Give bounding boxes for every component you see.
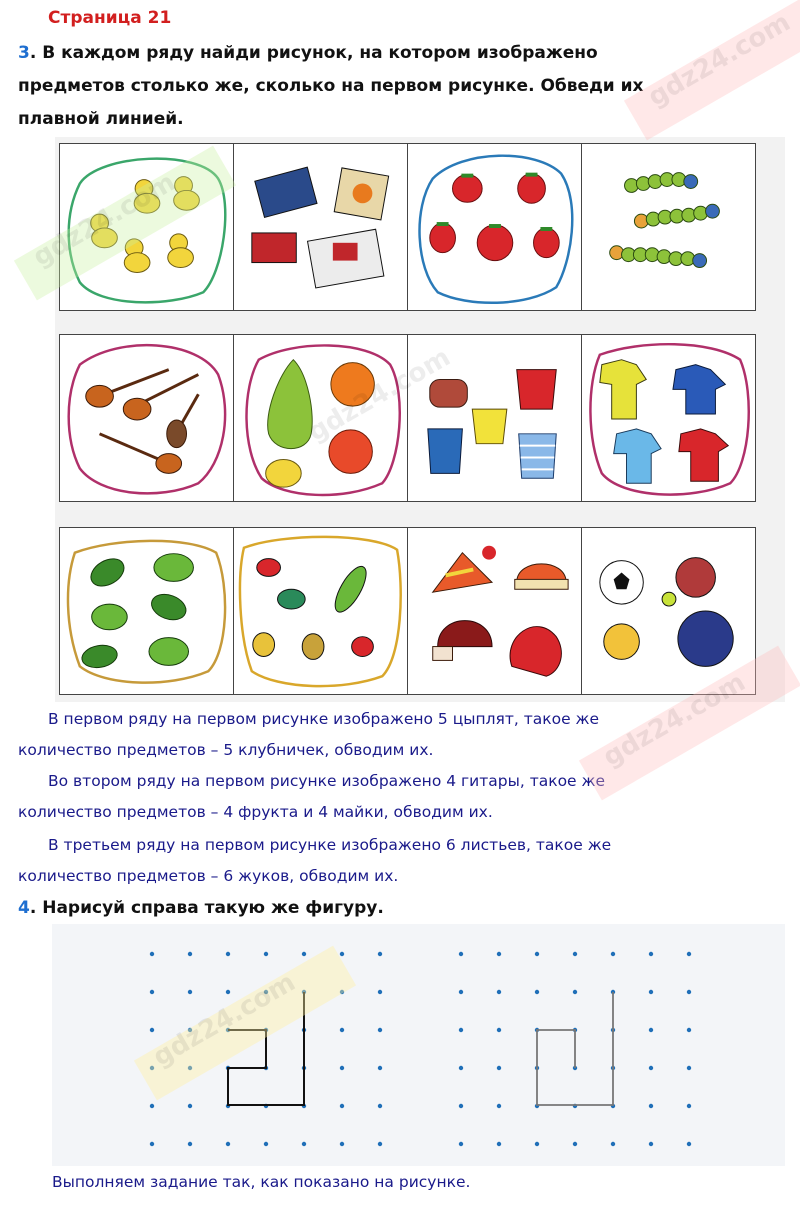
grid-dot [649,952,653,956]
grid-dot [687,952,691,956]
grid-dot [535,952,539,956]
answer-3-line-2: количество предметов – 6 жуков, обводим их. [18,867,399,885]
task-3-number: 3 [18,43,30,63]
task-4-instruction [18,892,384,925]
grid-dot [497,990,501,994]
grid-dot [687,1028,691,1032]
picture-balls[interactable] [581,527,756,695]
picture-fruits[interactable] [233,334,408,502]
picture-cups[interactable] [407,334,582,502]
watermark: gdz24.com [598,667,751,773]
grid-dot [188,1142,192,1146]
grid-dot [340,1028,344,1032]
picture-strawberries[interactable] [407,143,582,311]
answer-2-line-1: Во втором ряду на первом рисунке изображено 4 гитары, такое же [48,772,606,790]
answer-3-line-1: В третьем ряду на первом рисунке изображено 6 листьев, такое же [48,836,612,854]
picture-grid [55,137,785,702]
grid-dot [150,1028,154,1032]
grid-dot [340,952,344,956]
grid-dot [535,990,539,994]
picture-leaves[interactable] [59,527,234,695]
grid-dot [378,1028,382,1032]
picture-tshirts[interactable] [581,334,756,502]
grid-dot [459,1104,463,1108]
grid-dot [340,1104,344,1108]
grid-dot [459,1066,463,1070]
grid-dot [264,952,268,956]
answer-3 [18,830,708,892]
final-note: Выполняем задание так, как показано на рисунке. [52,1173,471,1191]
grid-dot [573,990,577,994]
grid-dot [226,990,230,994]
grid-dot [150,1142,154,1146]
picture-books[interactable] [233,143,408,311]
grid-dot [649,990,653,994]
grid-dot [459,1028,463,1032]
grid-dot [611,952,615,956]
answer-1-line-1: В первом ряду на первом рисунке изображено 5 цыплят, такое же [48,710,600,728]
answer-1-line-2: количество предметов – 5 клубничек, обводим их. [18,741,434,759]
dot-grid [52,924,785,1166]
grid-dot [264,1142,268,1146]
grid-dot [188,952,192,956]
grid-dot [459,952,463,956]
grid-dot [459,990,463,994]
grid-dot [497,1142,501,1146]
grid-dot [188,1066,192,1070]
grid-dot [497,952,501,956]
picture-row-3 [59,527,759,695]
watermark: gdz24.com [643,7,796,113]
task-4-number: 4 [18,898,30,918]
picture-row-1 [59,143,759,311]
grid-dot [573,952,577,956]
answer-1 [18,704,708,766]
task-3-text: . В каждом ряду найди рисунок, на котором изображено предметов столько же, сколько на первом рисунке. Обведи их плавной линией. [18,43,644,129]
page-title: Страница 21 [48,8,172,28]
grid-dot [264,990,268,994]
task-3-instruction [18,37,708,136]
answer-2-line-2: количество предметов – 4 фрукта и 4 майки, обводим их. [18,803,493,821]
grid-dot [188,990,192,994]
grid-dot [302,952,306,956]
answer-2 [18,766,708,828]
task-4-text: . Нарисуй справа такую же фигуру. [29,898,384,918]
grid-dot [378,990,382,994]
grid-dot [687,1142,691,1146]
picture-caterpillars[interactable] [581,143,756,311]
grid-dot [226,1142,230,1146]
figure-sample [228,992,304,1105]
picture-beetles[interactable] [233,527,408,695]
grid-dot [378,952,382,956]
grid-dot [687,1066,691,1070]
grid-dot [378,1104,382,1108]
grid-dot [459,1142,463,1146]
picture-hats[interactable] [407,527,582,695]
grid-dot [150,1066,154,1070]
grid-dot [340,1066,344,1070]
grid-dot [497,1028,501,1032]
grid-dot [573,1142,577,1146]
grid-dot [649,1104,653,1108]
grid-dot [497,1066,501,1070]
grid-dot [535,1142,539,1146]
grid-dot [611,1142,615,1146]
grid-dot [150,1104,154,1108]
grid-dot [188,1104,192,1108]
figure-copy[interactable] [537,992,613,1105]
grid-dot [302,1142,306,1146]
grid-dot [649,1142,653,1146]
grid-dot [150,990,154,994]
grid-dot [340,1142,344,1146]
grid-dot [687,1104,691,1108]
dot-grid-board [52,924,785,1166]
grid-dot [497,1104,501,1108]
grid-dot [340,990,344,994]
grid-dot [188,1028,192,1032]
picture-chicks[interactable] [59,143,234,311]
grid-dot [649,1066,653,1070]
grid-dot [649,1028,653,1032]
grid-dot [378,1066,382,1070]
picture-row-2 [59,334,759,502]
grid-dot [687,990,691,994]
picture-guitars[interactable] [59,334,234,502]
grid-dot [226,952,230,956]
grid-dot [378,1142,382,1146]
grid-dot [150,952,154,956]
